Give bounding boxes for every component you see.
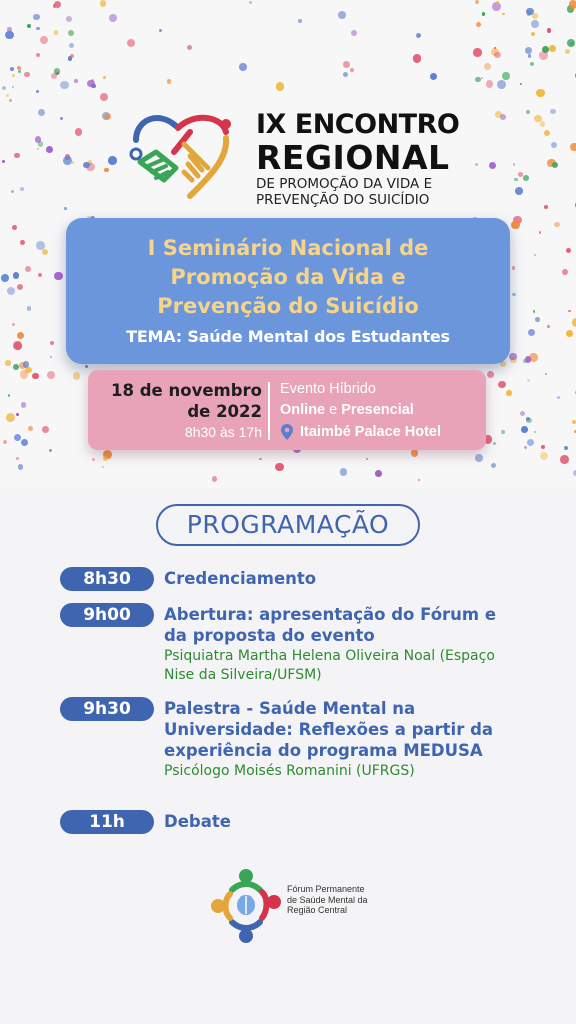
confetti-dot [568,310,571,313]
confetti-dot [539,231,542,234]
confetti-dot [493,442,496,445]
confetti-dot [187,45,192,50]
confetti-dot [520,411,525,416]
confetti-dot [63,156,72,165]
confetti-dot [496,1,499,4]
confetti-dot [2,86,6,90]
confetti-dot [572,318,576,327]
confetti-dot [13,341,21,349]
seminar-box [66,218,510,364]
confetti-dot [475,454,483,462]
confetti-dot [102,466,105,469]
event-details-box [88,370,486,450]
confetti-dot [275,463,284,472]
confetti-dot [239,63,247,71]
confetti-dot [528,54,532,58]
confetti-dot [38,273,42,277]
confetti-dot [85,365,88,368]
confetti-dot [64,207,67,210]
confetti-dot [528,329,535,336]
confetti-dot [36,27,40,31]
confetti-dot [60,81,69,90]
confetti-dot [100,0,106,6]
confetti-dot [544,130,550,136]
confetti-dot [416,33,421,38]
confetti-dot [536,89,545,98]
confetti-dot [12,74,15,77]
confetti-dot [509,353,516,360]
event-subtitle: DE PROMOÇÃO DA VIDA E PREVENÇÃO DO SUICÍDIO [256,176,433,208]
confetti-dot [46,146,53,153]
program-title: Debate [164,812,231,831]
confetti-dot [87,80,95,88]
confetti-dot [570,143,576,151]
confetti-dot [71,161,74,164]
event-format: Evento Híbrido [280,381,376,397]
confetti-dot [21,402,27,408]
confetti-dot [527,379,530,382]
confetti-dot [567,39,575,47]
confetti-dot [500,114,506,120]
date-time-block [96,380,262,440]
confetti-dot [10,67,15,72]
confetti-dot [530,62,535,67]
confetti-dot [53,4,56,7]
confetti-dot [75,128,83,136]
confetti-dot [27,24,31,28]
confetti-dot [23,361,30,368]
confetti-dot [73,372,80,379]
program-speaker: Psicólogo Moisés Romanini (UFRGS) [164,763,415,779]
confetti-dot [25,266,31,272]
confetti-dot [12,86,14,88]
confetti-dot [9,99,12,102]
confetti-dot [501,430,504,433]
confetti-dot [13,364,19,370]
confetti-dot [549,45,555,51]
program-time: 11h [60,810,154,834]
confetti-dot [502,13,504,15]
confetti-dot [566,330,573,337]
confetti-dot [33,14,39,20]
program-speaker: Psiquiatra Martha Helena Oliveira Noal (Espaço Nise da Silveira/UFSM) [164,648,495,683]
program-time: 8h30 [60,567,154,591]
confetti-dot [498,381,505,388]
confetti-dot [552,162,558,168]
event-title-block [256,110,496,208]
confetti-dot [17,332,24,339]
confetti-dot [566,248,571,253]
confetti-dot [38,141,43,146]
confetti-dot [83,162,89,168]
confetti-dot [92,458,95,461]
confetti-dot [484,63,492,71]
confetti-dot [12,225,17,230]
confetti-dot [50,356,52,358]
confetti-dot [167,79,172,84]
program-title: Credenciamento [164,569,317,588]
confetti-dot [1,274,9,282]
confetti-dot [60,117,63,120]
program-time: 9h00 [60,603,154,627]
confetti-dot [551,142,557,148]
confetti-dot [540,121,545,126]
program-heading: PROGRAMAÇÃO [156,504,420,546]
confetti-dot [366,458,369,461]
confetti-dot [18,70,21,73]
confetti-dot [338,11,346,19]
confetti-dot [534,431,536,433]
confetti-dot [487,371,494,378]
confetti-dot [16,413,19,416]
confetti-dot [49,449,52,452]
confetti-dot [521,426,528,433]
forum-name: Fórum Permanente de Saúde Mental da Região Central [287,884,368,915]
confetti-dot [28,426,33,431]
confetti-dot [541,445,545,449]
confetti-dot [54,30,58,34]
confetti-dot [127,39,135,47]
confetti-dot [481,77,483,79]
confetti-dot [104,168,109,173]
confetti-dot [212,476,218,482]
confetti-dot [525,47,532,54]
confetti-dot [502,72,509,79]
mode-online: Online [280,402,326,418]
location-pin-icon [280,423,294,441]
confetti-dot [37,148,39,150]
confetti-dot [17,284,23,290]
confetti-dot [512,293,516,297]
confetti-dot [36,53,40,57]
mode-and: e [329,402,338,418]
confetti-dot [535,317,540,322]
confetti-dot [69,43,74,48]
header-section [0,0,576,488]
confetti-dot [108,156,117,165]
confetti-dot [50,341,54,345]
confetti-dot [70,54,74,58]
confetti-dot [513,163,516,166]
confetti-dot [475,0,479,4]
confetti-dot [11,190,14,193]
seminar-theme: TEMA: Saúde Mental dos Estudantes [126,327,450,346]
confetti-dot [66,16,72,22]
confetti-dot [103,456,108,461]
confetti-dot [430,73,437,80]
confetti-dot [544,205,548,209]
confetti-dot [7,287,15,295]
confetti-dot [14,434,21,441]
confetti-dot [524,446,528,450]
confetti-dot [532,13,538,19]
confetti-dot [476,22,481,27]
confetti-dot [475,77,480,82]
event-title-line2: REGIONAL [256,138,450,177]
confetti-dot [525,356,532,363]
confetti-dot [27,306,32,311]
confetti-dot [14,153,20,159]
confetti-dot [6,413,15,422]
confetti-dot [473,48,481,56]
confetti-dot [249,1,252,4]
confetti-dot [547,325,550,328]
seminar-title: I Seminário Nacional de Promoção da Vida e Prevenção do Suicídio [147,236,429,318]
confetti-dot [486,80,493,87]
venue-name: Itaimbé Palace Hotel [300,424,442,440]
confetti-dot [515,187,523,195]
confetti-dot [494,52,501,59]
confetti-dot [534,254,536,256]
confetti-dot [5,360,10,365]
confetti-dot [343,72,348,77]
confetti-dot [2,160,5,163]
confetti-dot [42,426,49,433]
confetti-dot [5,31,14,40]
confetti-dot [109,14,117,22]
confetti-dot [540,452,548,460]
confetti-dot [20,187,24,191]
confetti-dot [350,68,354,72]
confetti-dot [482,12,485,15]
confetti-dot [47,371,55,379]
confetti-dot [36,90,39,93]
venue-block [280,379,480,443]
confetti-dot [554,222,560,228]
confetti-dot [104,113,111,120]
confetti-dot [17,66,21,70]
confetti-dot [497,80,506,89]
confetti-dot [550,109,556,115]
confetti-dot [12,323,15,326]
confetti-dot [351,30,357,36]
confetti-dot [16,457,19,460]
confetti-dot [74,79,77,82]
confetti-dot [13,272,19,278]
confetti-dot [54,68,60,74]
confetti-dot [259,458,262,461]
confetti-dot [547,28,551,32]
program-title: Palestra - Saúde Mental na Universidade: Reflexões a partir da experiência do programa MEDUSA [164,699,494,760]
confetti-dot [298,19,302,23]
confetti-dot [32,373,38,379]
confetti-dot [24,72,30,78]
confetti-dot [491,463,496,468]
confetti-dot [38,109,45,116]
confetti-dot [340,468,348,476]
confetti-dot [569,0,576,8]
confetti-dot [411,449,418,456]
confetti-dot [159,29,162,32]
event-venue [280,421,480,443]
confetti-dot [562,269,568,275]
event-title-line1: IX ENCONTRO [256,109,460,140]
confetti-dot [511,221,520,230]
event-time: 8h30 às 17h [184,424,262,440]
confetti-dot [565,49,570,54]
confetti-dot [3,440,7,444]
event-mode [280,399,480,421]
confetti-dot [531,20,539,28]
mode-presencial: Presencial [341,402,414,418]
confetti-dot [100,93,109,102]
program-title: Abertura: apresentação do Fórum e da proposta do evento [164,605,497,645]
confetti-dot [539,51,548,60]
confetti-dot [514,178,517,181]
confetti-dot [413,54,422,63]
confetti-dot [21,439,28,446]
confetti-dot [526,110,530,114]
event-date: 18 de novembro de 2022 [111,381,262,421]
program-time: 9h30 [60,697,154,721]
confetti-dot [564,446,569,451]
confetti-dot [545,373,547,375]
confetti-dot [557,396,560,399]
confetti-dot [418,479,420,481]
confetti-dot [526,417,530,421]
forum-logo-icon [210,868,282,944]
confetti-dot [512,266,515,269]
confetti-dot [20,240,25,245]
confetti-dot [523,175,529,181]
confetti-dot [520,83,522,85]
confetti-dot [343,61,350,68]
confetti-dot [54,272,63,281]
confetti-dot [533,310,536,313]
confetti-dot [40,36,48,44]
confetti-dot [6,94,9,97]
heart-handshake-icon [128,110,238,210]
details-divider [268,382,270,440]
confetti-dot [506,390,512,396]
confetti-dot [276,82,285,91]
confetti-dot [375,470,382,477]
confetti-dot [560,455,568,463]
confetti-dot [527,439,534,446]
confetti-dot [518,172,523,177]
confetti-dot [572,420,576,424]
confetti-dot [531,32,535,36]
confetti-dot [42,249,48,255]
confetti-dot [68,30,74,36]
confetti-dot [20,370,29,379]
confetti-dot [18,464,23,469]
confetti-dot [8,394,10,396]
confetti-dot [103,76,106,79]
